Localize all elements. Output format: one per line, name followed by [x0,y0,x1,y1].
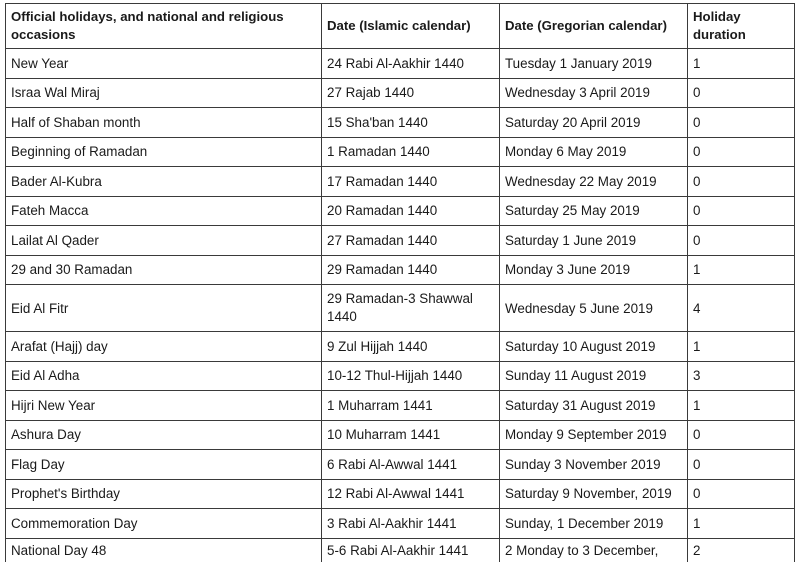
cell-gregorian-date: Monday 3 June 2019 [500,255,688,285]
cell-occasion: Lailat Al Qader [6,226,322,256]
table-row [6,108,795,138]
table-row [6,137,795,167]
cell-gregorian-date: Saturday 31 August 2019 [500,391,688,421]
table-row [6,509,795,539]
cell-islamic-date: 20 Ramadan 1440 [322,196,500,226]
cell-duration: 2 [688,538,795,569]
cell-duration: 3 [688,361,795,391]
cell-islamic-date: 29 Ramadan 1440 [322,255,500,285]
cell-islamic-date: 15 Sha'ban 1440 [322,108,500,138]
cell-occasion: Beginning of Ramadan [6,137,322,167]
cell-occasion: Prophet's Birthday [6,479,322,509]
cell-occasion: Eid Al Fitr [6,285,322,332]
cell-duration: 1 [688,391,795,421]
cell-islamic-date: 9 Zul Hijjah 1440 [322,332,500,362]
cell-gregorian-date: Saturday 20 April 2019 [500,108,688,138]
cell-islamic-date: 12 Rabi Al-Awwal 1441 [322,479,500,509]
cell-gregorian-date: Saturday 9 November, 2019 [500,479,688,509]
cell-duration: 1 [688,509,795,539]
cell-islamic-date: 17 Ramadan 1440 [322,167,500,197]
cell-duration: 1 [688,49,795,79]
table-row [6,420,795,450]
cell-islamic-date: 10-12 Thul-Hijjah 1440 [322,361,500,391]
cell-islamic-date: 24 Rabi Al-Aakhir 1440 [322,49,500,79]
cell-duration: 0 [688,226,795,256]
cell-duration: 0 [688,479,795,509]
table-row [6,450,795,480]
cell-occasion: Commemoration Day [6,509,322,539]
cell-gregorian-date: Monday 9 September 2019 [500,420,688,450]
cell-occasion: Israa Wal Miraj [6,78,322,108]
table-row [6,332,795,362]
cell-duration: 0 [688,450,795,480]
table-row [6,226,795,256]
cell-gregorian-date: 2 Monday to 3 December, [500,538,688,569]
table-row [6,49,795,79]
cell-gregorian-date: Monday 6 May 2019 [500,137,688,167]
cell-gregorian-date: Saturday 25 May 2019 [500,196,688,226]
table-row [6,255,795,285]
cell-duration: 0 [688,167,795,197]
cell-islamic-date: 1 Ramadan 1440 [322,137,500,167]
cell-islamic-date: 6 Rabi Al-Awwal 1441 [322,450,500,480]
cell-duration: 4 [688,285,795,332]
crop-edge-right [795,0,800,569]
cell-islamic-date: 1 Muharram 1441 [322,391,500,421]
cell-occasion: Eid Al Adha [6,361,322,391]
cell-gregorian-date: Sunday 3 November 2019 [500,450,688,480]
cell-gregorian-date: Wednesday 5 June 2019 [500,285,688,332]
header-gregorian-date: Date (Gregorian calendar) [500,4,688,49]
header-islamic-date: Date (Islamic calendar) [322,4,500,49]
table-row [6,196,795,226]
table-header-row [6,4,795,49]
cell-occasion: Arafat (Hajj) day [6,332,322,362]
cell-duration: 0 [688,196,795,226]
cell-occasion: Fateh Macca [6,196,322,226]
cell-gregorian-date: Tuesday 1 January 2019 [500,49,688,79]
crop-edge-bottom [0,562,800,569]
cell-gregorian-date: Saturday 1 June 2019 [500,226,688,256]
cell-duration: 0 [688,137,795,167]
cell-gregorian-date: Wednesday 22 May 2019 [500,167,688,197]
cell-islamic-date: 10 Muharram 1441 [322,420,500,450]
table-row [6,78,795,108]
cell-occasion: Bader Al-Kubra [6,167,322,197]
table-row [6,285,795,332]
cell-islamic-date: 29 Ramadan-3 Shawwal 1440 [322,285,500,332]
cell-gregorian-date: Saturday 10 August 2019 [500,332,688,362]
table-row [6,479,795,509]
cell-occasion: New Year [6,49,322,79]
table-row [6,391,795,421]
cell-duration: 0 [688,78,795,108]
cell-gregorian-date: Sunday, 1 December 2019 [500,509,688,539]
cell-islamic-date: 5-6 Rabi Al-Aakhir 1441 [322,538,500,569]
cell-occasion: Flag Day [6,450,322,480]
cell-gregorian-date: Sunday 11 August 2019 [500,361,688,391]
table-row [6,167,795,197]
holidays-table [5,3,795,569]
cell-occasion: National Day 48 [6,538,322,569]
cell-occasion: 29 and 30 Ramadan [6,255,322,285]
cell-duration: 0 [688,420,795,450]
table-row [6,361,795,391]
cell-islamic-date: 27 Ramadan 1440 [322,226,500,256]
cell-islamic-date: 3 Rabi Al-Aakhir 1441 [322,509,500,539]
cell-occasion: Hijri New Year [6,391,322,421]
cell-duration: 1 [688,255,795,285]
cell-gregorian-date: Wednesday 3 April 2019 [500,78,688,108]
cell-islamic-date: 27 Rajab 1440 [322,78,500,108]
cell-duration: 0 [688,108,795,138]
cell-occasion: Half of Shaban month [6,108,322,138]
cell-duration: 1 [688,332,795,362]
cell-occasion: Ashura Day [6,420,322,450]
header-occasion: Official holidays, and national and religious occasions [6,4,322,49]
header-duration: Holiday duration [688,4,795,49]
